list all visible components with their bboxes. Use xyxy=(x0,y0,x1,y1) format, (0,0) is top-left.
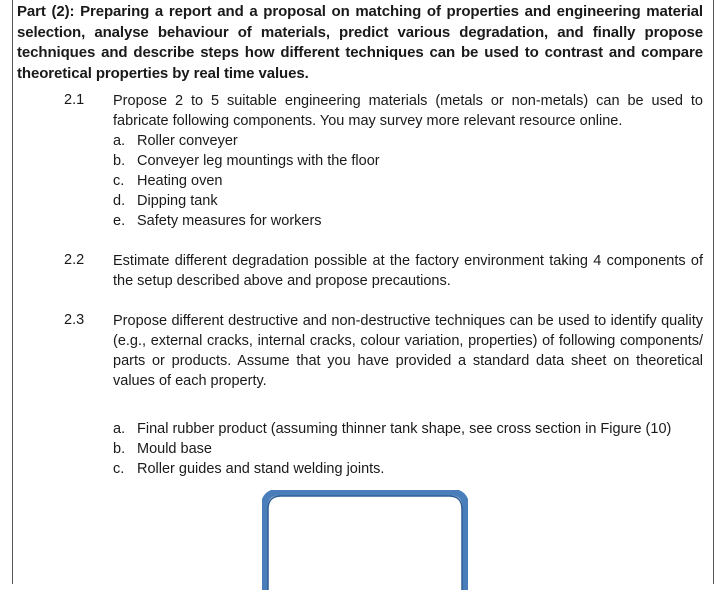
section-2-1-text: Propose 2 to 5 suitable engineering materials (metals or non-metals) can be used to fabricate following components. You may survey more relevant resource online. xyxy=(113,93,703,129)
tank-outer-wall xyxy=(264,492,466,590)
section-number-2-2: 2.2 xyxy=(64,252,85,268)
list-item: a. Roller conveyer xyxy=(113,133,238,149)
list-item: d. Dipping tank xyxy=(113,193,218,209)
list-item: c. Heating oven xyxy=(113,173,223,189)
list-item: b. Mould base xyxy=(113,441,212,457)
tank-cross-section-figure xyxy=(262,490,468,590)
section-number-2-3: 2.3 xyxy=(64,312,85,328)
list-item: a. Final rubber product (assuming thinner tank shape, see cross section in Figure (10) xyxy=(113,421,672,437)
section-2-3-list xyxy=(113,419,671,479)
section-2-1-list xyxy=(113,131,380,231)
list-item: b. Conveyer leg mountings with the floor xyxy=(113,153,380,169)
section-2-2-text: Estimate different degradation possible at the factory environment taking 4 components of the setup described above and propose precautions. xyxy=(113,253,703,289)
list-item: e. Safety measures for workers xyxy=(113,213,322,229)
section-2-3-text: Propose different destructive and non-destructive techniques can be used to identify quality (e.g., external cracks, internal cracks, colour variation, properties) of following components/ parts or products. Assume that you have provided a standard data sheet on theoretical values of each property. xyxy=(113,313,703,389)
part-2-heading: Part (2): Preparing a report and a proposal on matching of properties and engineering material selection, analyse behaviour of materials, predict various degradation, and finally propose techniques and describe steps how different techniques can be used to contrast and compare theoretical properties by real time values. xyxy=(17,3,703,82)
list-item: c. Roller guides and stand welding joints. xyxy=(113,461,385,477)
section-number-2-1: 2.1 xyxy=(64,92,85,108)
tank-inner-wall xyxy=(268,496,462,590)
